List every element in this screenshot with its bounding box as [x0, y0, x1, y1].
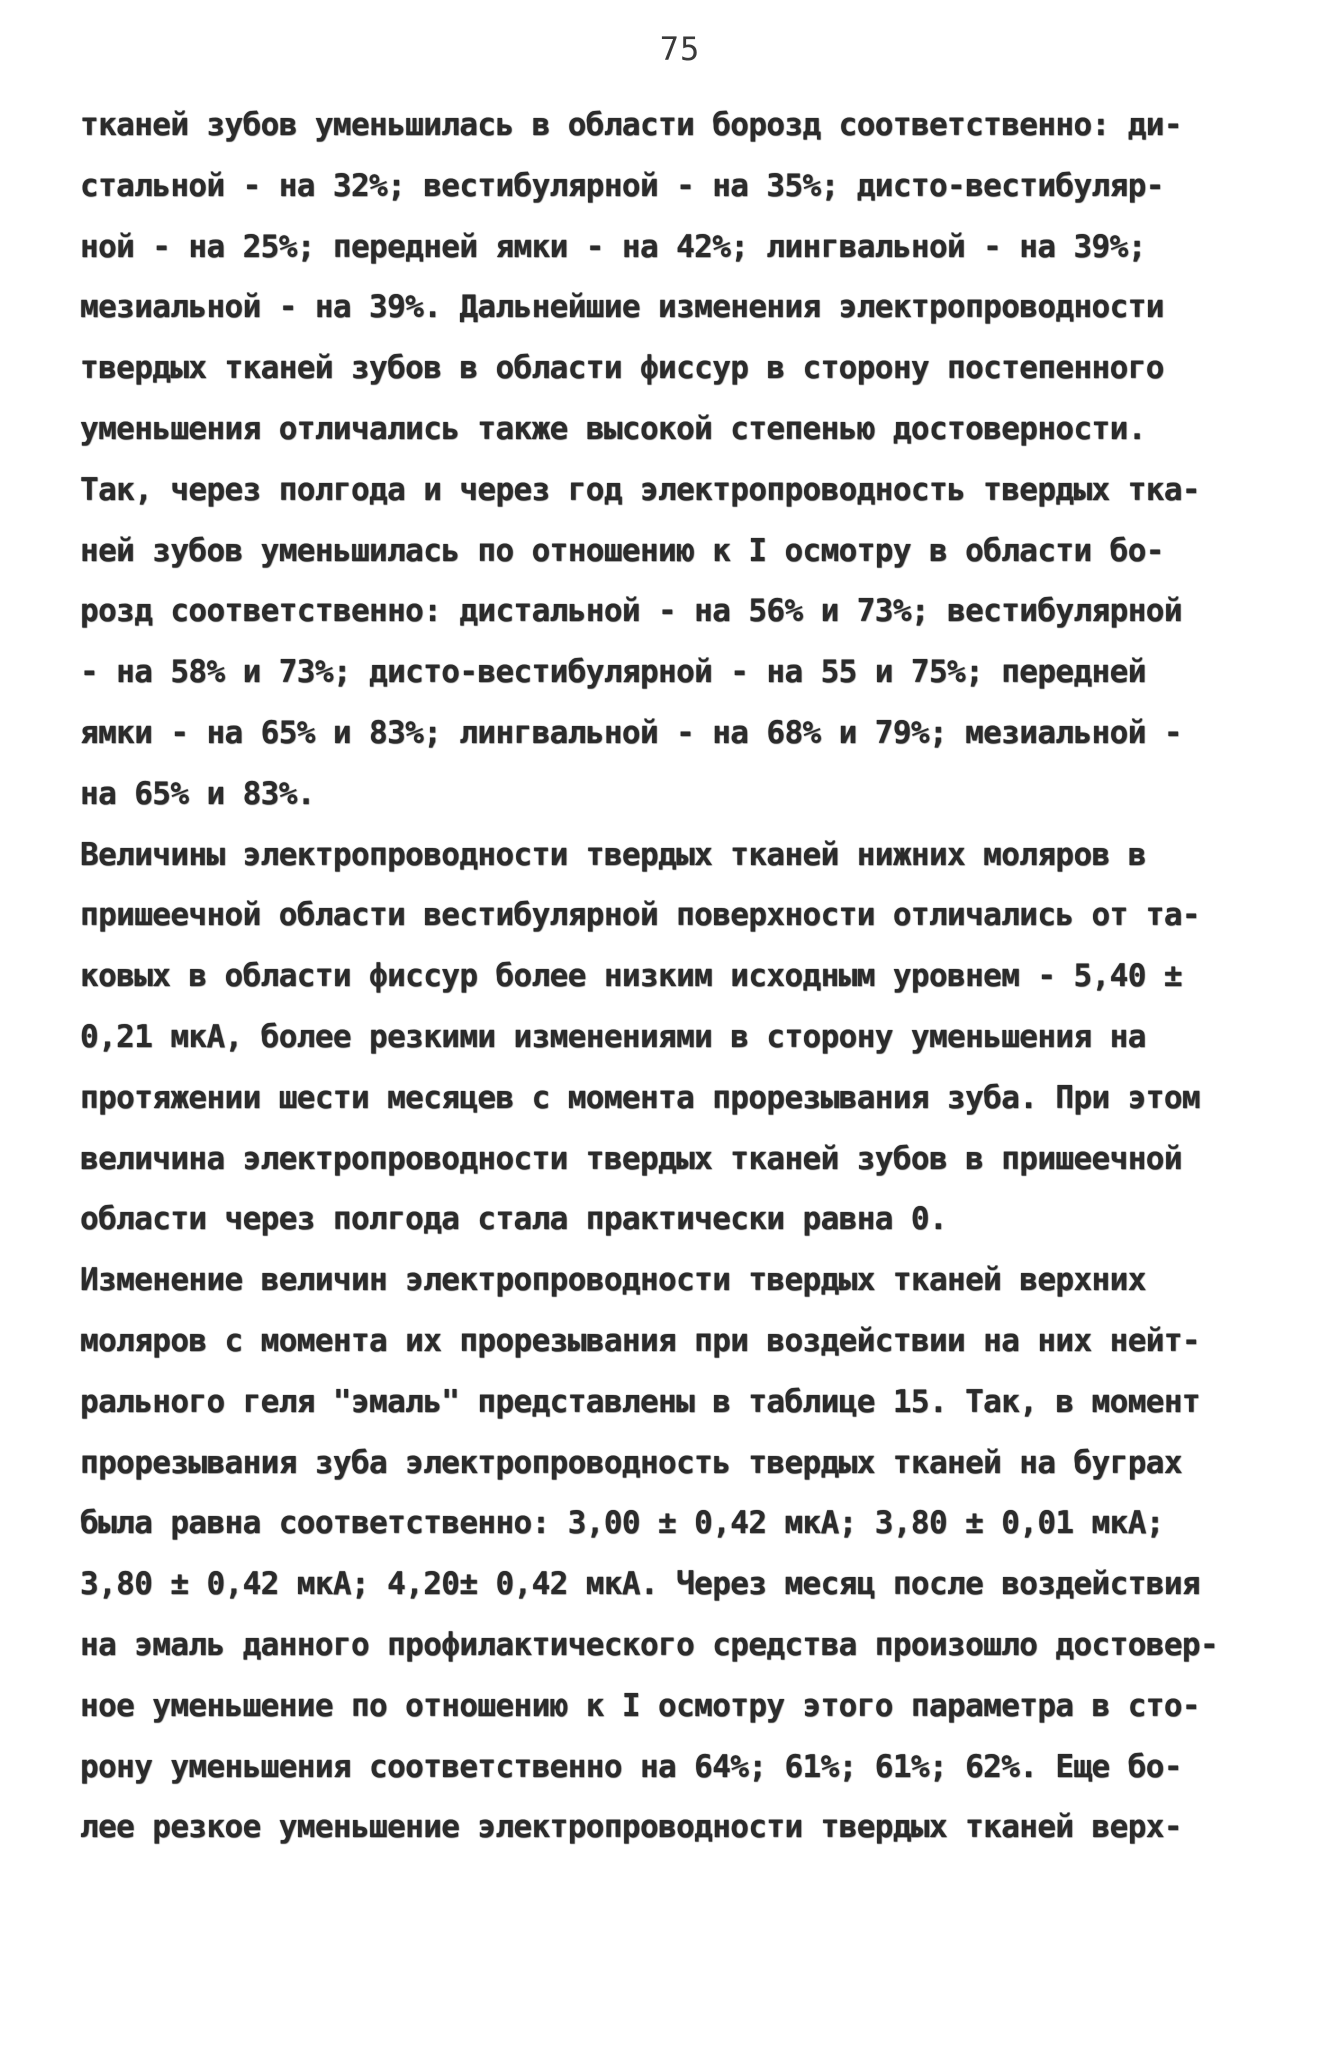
text-line: на 65% и 83%.: [80, 775, 315, 812]
page-number: 75: [659, 30, 701, 68]
text-line: была равна соответственно: 3,00 ± 0,42 мкА; 3,80 ± 0,01 мкА;: [80, 1505, 1164, 1542]
text-line: лее резкое уменьшение электропроводности твердых тканей верх-: [80, 1809, 1182, 1846]
text-line: Величины электропроводности твердых тканей нижних моляров в: [80, 836, 1146, 873]
text-line: пришеечной области вестибулярной поверхности отличались от та-: [80, 897, 1200, 934]
text-line: рального геля "эмаль" представлены в таблице 15. Так, в момент: [80, 1383, 1200, 1420]
text-line: Так, через полгода и через год электропроводность твердых тка-: [80, 471, 1200, 508]
text-line: области через полгода стала практически равна 0.: [80, 1201, 948, 1238]
text-line: на эмаль данного профилактического средства произошло достовер-: [80, 1626, 1219, 1663]
text-line: тканей зубов уменьшилась в области борозд соответственно: ди-: [80, 107, 1182, 143]
text-line: Изменение величин электропроводности твердых тканей верхних: [80, 1262, 1146, 1299]
text-line: величина электропроводности твердых тканей зубов в пришеечной: [80, 1140, 1182, 1177]
body-text: [80, 95, 1250, 1858]
text-line: мезиальной - на 39%. Дальнейшие изменения электропроводности: [80, 289, 1164, 326]
text-line: уменьшения отличались также высокой степенью достоверности.: [80, 410, 1146, 447]
text-line: стальной - на 32%; вестибулярной - на 35%; дисто-вестибуляр-: [80, 167, 1164, 204]
text-line: 0,21 мкА, более резкими изменениями в сторону уменьшения на: [80, 1018, 1146, 1055]
text-line: ной - на 25%; передней ямки - на 42%; лингвальной - на 39%;: [80, 228, 1146, 265]
text-line: 3,80 ± 0,42 мкА; 4,20± 0,42 мкА. Через месяц после воздействия: [80, 1566, 1200, 1603]
text-line: - на 58% и 73%; дисто-вестибулярной - на 55 и 75%; передней: [80, 654, 1146, 691]
text-line: протяжении шести месяцев с момента прорезывания зуба. При этом: [80, 1079, 1200, 1116]
text-line: прорезывания зуба электропроводность твердых тканей на буграх: [80, 1444, 1182, 1481]
text-line: ямки - на 65% и 83%; лингвальной - на 68% и 79%; мезиальной -: [80, 714, 1182, 751]
text-line: твердых тканей зубов в области фиссур в сторону постепенного: [80, 350, 1164, 387]
text-line: моляров с момента их прорезывания при воздействии на них нейт-: [80, 1322, 1200, 1359]
text-line: рону уменьшения соответственно на 64%; 61%; 61%; 62%. Еще бо-: [80, 1748, 1182, 1785]
text-line: ней зубов уменьшилась по отношению к I осмотру в области бо-: [80, 532, 1164, 569]
text-line: розд соответственно: дистальной - на 56% и 73%; вестибулярной: [80, 593, 1182, 630]
text-line: ное уменьшение по отношению к I осмотру этого параметра в сто-: [80, 1687, 1200, 1724]
text-line: ковых в области фиссур более низким исходным уровнем - 5,40 ±: [80, 958, 1182, 995]
